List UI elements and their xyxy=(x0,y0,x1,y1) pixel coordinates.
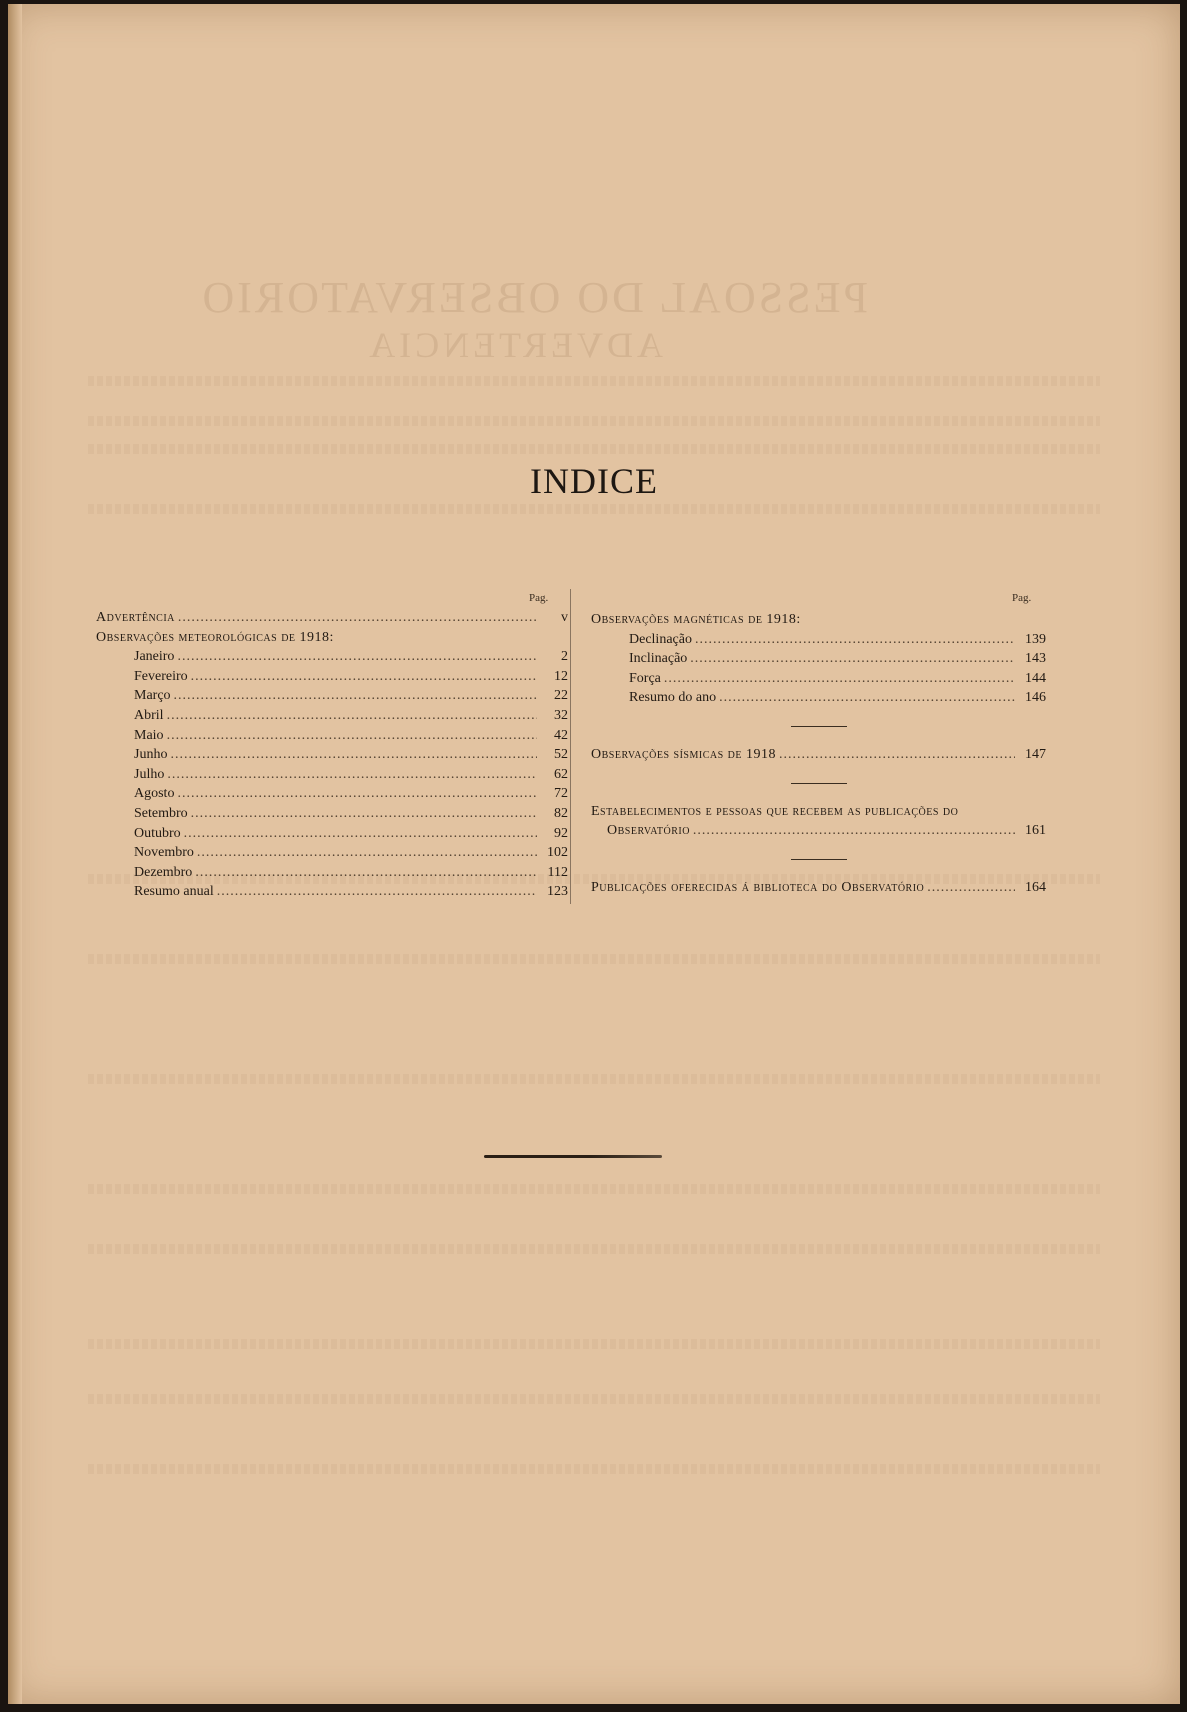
index-entry-advertencia[interactable]: Advertência ..... v xyxy=(96,608,568,628)
ghost-subtitle: ADVERTENCIA xyxy=(365,325,663,365)
pag-header-right: Pag. xyxy=(1012,592,1032,604)
index-entry-julho[interactable]: Julho ..... 62 xyxy=(96,765,568,785)
index-entry-inclinacao[interactable]: Inclinação ..... 143 xyxy=(591,649,1046,669)
index-heading-magnetic: Observações magnéticas de 1918: xyxy=(591,612,801,627)
index-entry-publications[interactable]: Publicações oferecidas á biblioteca do Observatório ..... 164 xyxy=(591,878,1046,898)
section-separator xyxy=(791,859,847,860)
column-divider xyxy=(570,589,571,904)
index-entry-janeiro[interactable]: Janeiro ..... 2 xyxy=(96,647,568,667)
index-entry-setembro[interactable]: Setembro ..... 82 xyxy=(96,804,568,824)
index-entry-establishments-line1[interactable]: Estabelecimentos e pessoas que recebem as publicações do xyxy=(591,803,959,819)
index-entry-novembro[interactable]: Novembro ..... 102 xyxy=(96,843,568,863)
index-entry-junho[interactable]: Junho ..... 52 xyxy=(96,745,568,765)
index-entry-resumo-anual[interactable]: Resumo anual ..... 123 xyxy=(96,882,568,902)
index-entry-abril[interactable]: Abril ..... 32 xyxy=(96,706,568,726)
index-entry-marco[interactable]: Março ..... 22 xyxy=(96,686,568,706)
index-left-column xyxy=(96,608,568,902)
page-spine-shadow xyxy=(8,4,22,1704)
index-entry-resumo-do-ano[interactable]: Resumo do ano ..... 146 xyxy=(591,688,1046,708)
section-separator xyxy=(791,726,847,727)
index-entry-fevereiro[interactable]: Fevereiro ..... 12 xyxy=(96,667,568,687)
end-ornament-rule xyxy=(484,1155,662,1158)
index-heading-meteorological: Observações meteorológicas de 1918: xyxy=(96,629,334,645)
index-entry-agosto[interactable]: Agosto ..... 72 xyxy=(96,784,568,804)
pag-header-left: Pag. xyxy=(529,592,549,604)
index-entry-forca[interactable]: Força ..... 144 xyxy=(591,669,1046,689)
document-page xyxy=(8,4,1180,1704)
ghost-title: PESSOAL DO OBSERVATORIO xyxy=(199,273,868,322)
index-entry-outubro[interactable]: Outubro ..... 92 xyxy=(96,824,568,844)
index-entry-maio[interactable]: Maio ..... 42 xyxy=(96,726,568,746)
index-right-column xyxy=(591,610,1046,897)
index-entry-seismic[interactable]: Observações sísmicas de 1918 ..... 147 xyxy=(591,745,1046,765)
section-separator xyxy=(791,783,847,784)
index-entry-establishments[interactable]: Observatório ..... 161 xyxy=(591,821,1046,841)
index-entry-declinacao[interactable]: Declinação ..... 139 xyxy=(591,630,1046,650)
page-title: INDICE xyxy=(530,461,658,501)
index-entry-dezembro[interactable]: Dezembro ..... 112 xyxy=(96,863,568,883)
